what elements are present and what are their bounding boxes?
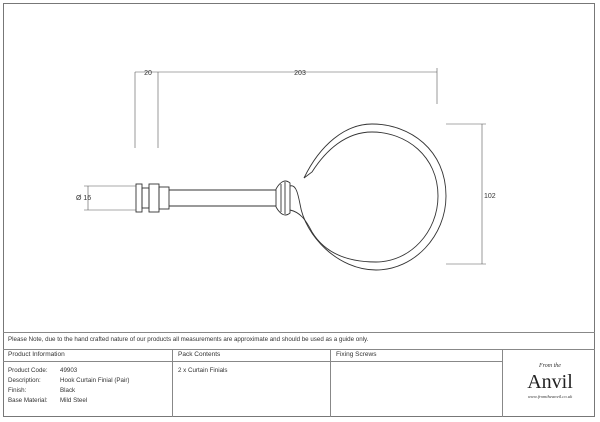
column-divider-2 xyxy=(330,349,331,417)
table-top-divider xyxy=(3,349,595,350)
description-label: Description: xyxy=(8,377,41,384)
hook-inner xyxy=(290,132,438,262)
from-the-anvil-logo xyxy=(510,358,588,406)
collar-ring-1 xyxy=(142,188,149,208)
mount-plate xyxy=(136,184,142,212)
dim-stem-length: 20 xyxy=(144,70,152,77)
pack-contents-value: 2 x Curtain Finials xyxy=(178,367,228,374)
knuckle xyxy=(276,181,290,215)
finial-outline xyxy=(136,124,446,270)
hook-outer xyxy=(290,124,446,270)
base-material-label: Base Material: xyxy=(8,397,48,404)
section-product-information: Product Information xyxy=(8,351,65,358)
logo-brand: Anvil xyxy=(527,371,573,393)
finish-value: Black xyxy=(60,387,76,394)
logo-url: www.fromtheanvil.co.uk xyxy=(527,394,573,399)
collar-ring-2 xyxy=(149,184,159,212)
finish-label: Finish: xyxy=(8,387,27,394)
logo-small-text: From the xyxy=(539,363,561,369)
dim-overall-length: 203 xyxy=(294,70,306,77)
collar-ring-3 xyxy=(159,187,169,209)
base-material-value: Mild Steel xyxy=(60,397,88,404)
section-fixing-screws: Fixing Screws xyxy=(336,351,377,358)
dim-diameter: Ø 16 xyxy=(76,195,92,202)
measurement-note: Please Note, due to the hand crafted nature of our products all measurements are approximate and should be used as a guide only. xyxy=(8,336,369,343)
table-header-divider xyxy=(3,361,503,362)
description-value: Hook Curtain Finial (Pair) xyxy=(60,377,130,384)
product-code-value: 49903 xyxy=(60,367,78,374)
column-divider-1 xyxy=(172,349,173,417)
column-divider-3 xyxy=(502,349,503,417)
dim-hook-height: 102 xyxy=(484,193,496,200)
section-pack-contents: Pack Contents xyxy=(178,351,221,358)
note-divider xyxy=(3,332,595,333)
product-code-label: Product Code: xyxy=(8,367,48,374)
